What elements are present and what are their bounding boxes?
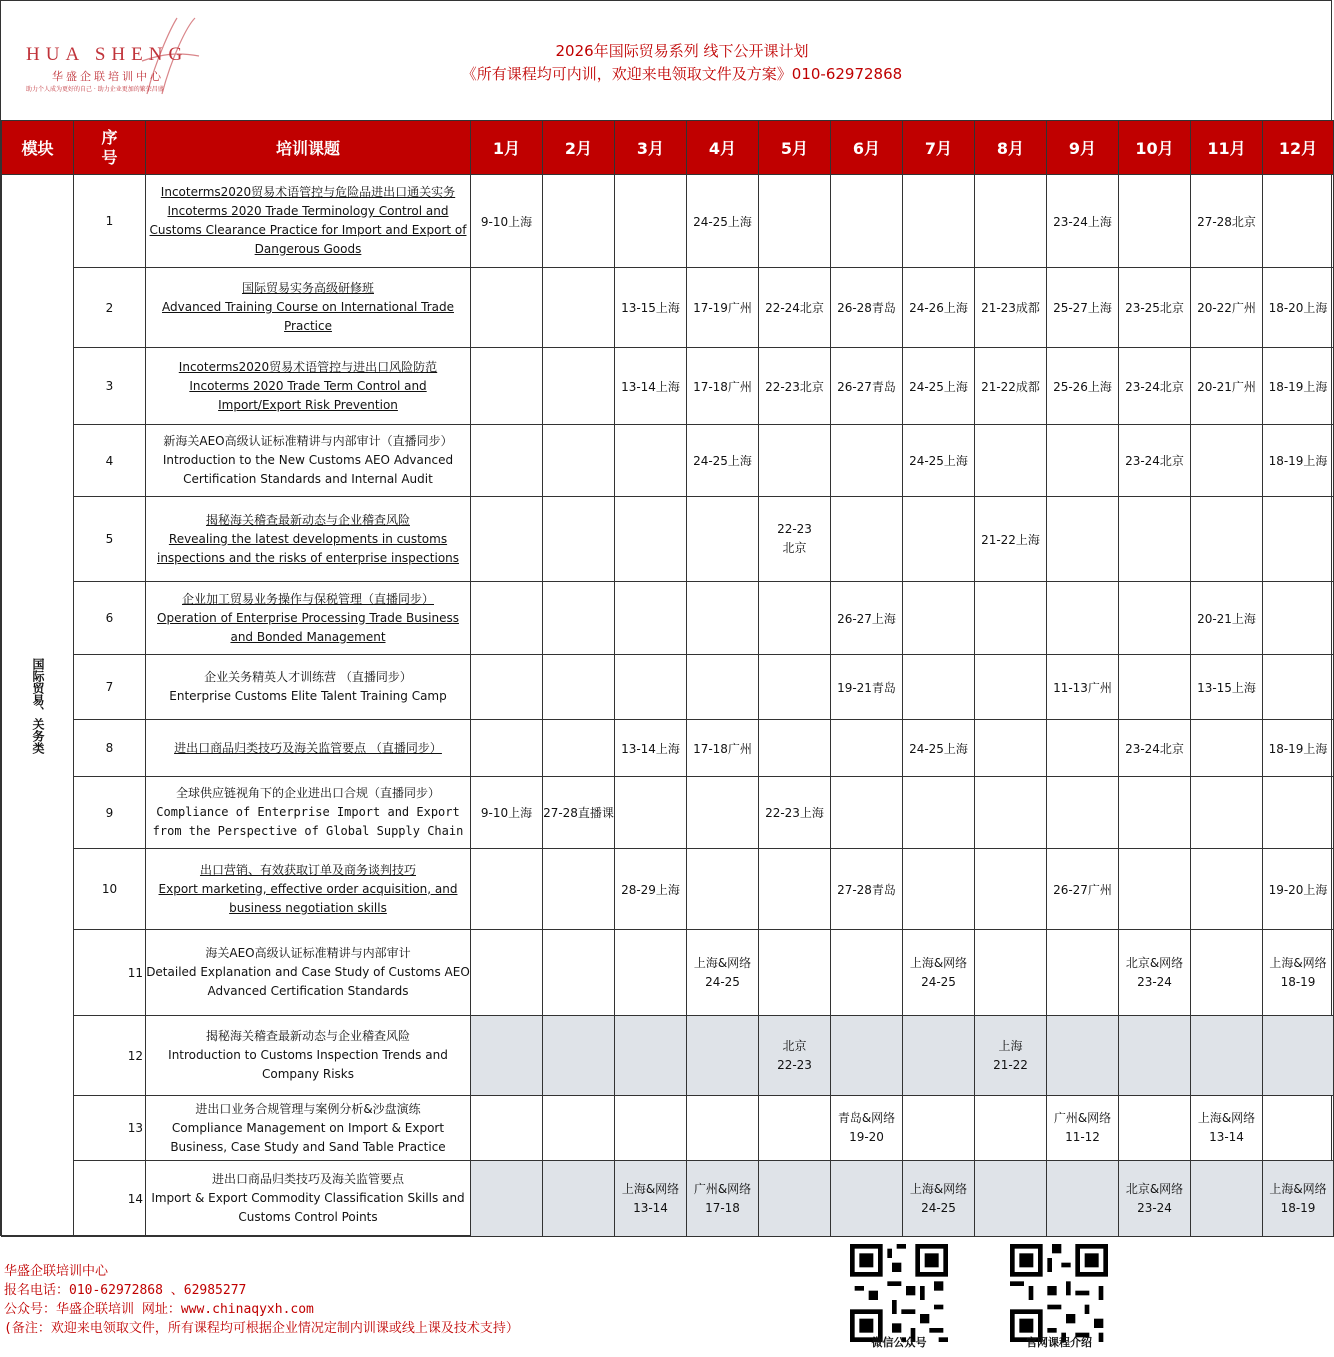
month-cell-9: 26-27广州 [1047,849,1119,930]
month-cell-2 [543,497,615,582]
month-cell-5: 22-23上海 [759,777,831,849]
month-cell-9: 25-27上海 [1047,268,1119,348]
website-qr-icon[interactable] [1010,1244,1108,1342]
month-cell-1 [471,1161,543,1237]
month-cell-5 [759,930,831,1016]
table-row [2,777,1334,849]
course-title-line: Advanced Training Course on International Trade [162,300,454,314]
month-cell-3 [615,497,687,582]
month-cell-1: 9-10上海 [471,175,543,268]
month-cell-11 [1191,1161,1263,1237]
header-month-1: 1月 [471,121,543,175]
month-cell-6: 青岛&网络 19-20 [831,1096,903,1161]
month-cell-5 [759,175,831,268]
header-month-10: 10月 [1119,121,1191,175]
month-cell-1 [471,655,543,720]
month-cell-8: 21-22成都 [975,348,1047,425]
course-title-line: Company Risks [261,1067,355,1081]
month-cell-9 [1047,497,1119,582]
month-cell-2: 27-28直播课 [543,777,615,849]
course-title-line: Import/Export Risk Prevention [218,397,398,412]
row-index: 9 [74,777,146,849]
month-cell-10: 23-24北京 [1119,348,1191,425]
course-title[interactable] [146,582,471,655]
month-cell-12: 上海&网络 18-19 [1263,930,1334,1016]
month-cell-6 [831,930,903,1016]
row-index: 11 [74,930,146,1016]
month-cell-4: 17-18广州 [687,720,759,777]
row-index: 8 [74,720,146,777]
header-month-6: 6月 [831,121,903,175]
month-cell-8 [975,175,1047,268]
page-subtitle: 《所有课程均可内训，欢迎来电领取文件及方案》010-62972868 [461,65,903,83]
course-title-line: Business, Case Study and Sand Table Practice [170,1139,446,1154]
row-index: 3 [74,348,146,425]
month-cell-11 [1191,930,1263,1016]
table-row [2,930,1334,1016]
course-title-line: 进出口业务合规管理与案例分析&沙盘演练 [195,1101,421,1116]
header-month-5: 5月 [759,121,831,175]
month-cell-6 [831,175,903,268]
month-cell-11: 上海&网络 13-14 [1191,1096,1263,1161]
footer-note: (备注：欢迎来电领取文件，所有课程均可根据企业情况定制内训课或线上课及技术支持） [4,1321,519,1336]
course-title-line: from the Perspective of Global Supply Chain [152,824,464,838]
month-cell-6: 26-28青岛 [831,268,903,348]
course-title-line: Introduction to the New Customs AEO Advanced [162,453,454,467]
month-cell-8 [975,930,1047,1016]
month-cell-10: 23-24北京 [1119,425,1191,497]
month-cell-9 [1047,1016,1119,1096]
month-cell-12: 上海&网络 18-19 [1263,1161,1334,1237]
month-cell-7: 24-25上海 [903,720,975,777]
month-cell-10: 北京&网络 23-24 [1119,1161,1191,1237]
table-row [2,1096,1334,1161]
course-title-line: 揭秘海关稽查最新动态与企业稽查风险 [205,512,410,527]
course-title-line: Compliance Management on Import & Export [171,1120,445,1135]
month-cell-4: 广州&网络 17-18 [687,1161,759,1237]
course-title [146,777,471,849]
month-cell-10 [1119,1096,1191,1161]
course-title-line: Incoterms 2020 Trade Term Control and [189,378,427,393]
row-index: 7 [74,655,146,720]
course-title-line: and Bonded Management [230,629,386,644]
month-cell-4 [687,849,759,930]
month-cell-2 [543,582,615,655]
header-month-9: 9月 [1047,121,1119,175]
month-cell-2 [543,655,615,720]
month-cell-8 [975,849,1047,930]
course-title [146,655,471,720]
month-cell-10 [1119,1016,1191,1096]
qr2-label: 官网课程介绍 [1026,1336,1092,1349]
course-title[interactable] [146,175,471,268]
month-cell-5 [759,655,831,720]
month-cell-3: 28-29上海 [615,849,687,930]
month-cell-10 [1119,175,1191,268]
header-course: 培训课题 [146,121,471,175]
course-title-line: Certification Standards and Internal Audit [183,472,433,486]
month-cell-11: 20-21上海 [1191,582,1263,655]
month-cell-9 [1047,425,1119,497]
month-cell-1 [471,720,543,777]
month-cell-4: 24-25上海 [687,175,759,268]
month-cell-3: 上海&网络 13-14 [615,1161,687,1237]
month-cell-7 [903,497,975,582]
table-row [2,497,1334,582]
row-index: 4 [74,425,146,497]
header-month-2: 2月 [543,121,615,175]
month-cell-12 [1263,175,1334,268]
course-title-line: Compliance of Enterprise Import and Export [156,805,460,819]
row-index: 10 [74,849,146,930]
course-title[interactable] [146,849,471,930]
course-title-line: Operation of Enterprise Processing Trade Business [157,610,459,625]
month-cell-6 [831,1016,903,1096]
month-cell-7 [903,582,975,655]
month-cell-10: 23-24北京 [1119,720,1191,777]
month-cell-7 [903,1096,975,1161]
month-cell-10 [1119,582,1191,655]
month-cell-3 [615,777,687,849]
month-cell-6 [831,720,903,777]
month-cell-4: 上海&网络 24-25 [687,930,759,1016]
month-cell-6: 26-27上海 [831,582,903,655]
month-cell-5 [759,720,831,777]
month-cell-8: 21-22上海 [975,497,1047,582]
month-cell-11: 20-22广州 [1191,268,1263,348]
month-cell-9 [1047,720,1119,777]
table-row [2,655,1334,720]
module-cell: 国际贸易、关务类 [2,175,74,1237]
month-cell-7 [903,777,975,849]
month-cell-2 [543,268,615,348]
month-cell-4: 17-19广州 [687,268,759,348]
month-cell-8: 21-23成都 [975,268,1047,348]
month-cell-9 [1047,582,1119,655]
course-title-line: 进出口商品归类技巧及海关监管要点 （直播同步） [174,740,442,755]
course-title-line: 进出口商品归类技巧及海关监管要点 [211,1172,404,1186]
table-row [2,268,1334,348]
header-index: 序号 [74,121,146,175]
month-cell-4 [687,1096,759,1161]
course-title-line: Incoterms2020贸易术语管控与危险品进出口通关实务 [160,185,456,199]
month-cell-7 [903,1016,975,1096]
month-cell-12: 18-19上海 [1263,425,1334,497]
course-title-line: Enterprise Customs Elite Talent Training Camp [169,689,447,703]
header-month-3: 3月 [615,121,687,175]
month-cell-4: 17-18广州 [687,348,759,425]
month-cell-5 [759,1096,831,1161]
month-cell-5 [759,425,831,497]
row-index: 5 [74,497,146,582]
month-cell-4 [687,497,759,582]
month-cell-3 [615,655,687,720]
row-index: 2 [74,268,146,348]
month-cell-8 [975,777,1047,849]
month-cell-11: 20-21广州 [1191,348,1263,425]
course-title-line: Practice [284,319,332,333]
month-cell-11 [1191,497,1263,582]
month-cell-12: 19-20上海 [1263,849,1334,930]
page-title: 2026年国际贸易系列 线下公开课计划 [555,42,809,60]
course-title-line: Customs Clearance Practice for Import and Export of [149,223,467,237]
month-cell-11 [1191,720,1263,777]
course-title-line: Revealing the latest developments in customs [168,531,448,546]
month-cell-4 [687,582,759,655]
course-title[interactable] [146,348,471,425]
month-cell-3 [615,930,687,1016]
course-title-line: Advanced Certification Standards [207,984,409,998]
month-cell-10: 23-25北京 [1119,268,1191,348]
month-cell-11 [1191,777,1263,849]
month-cell-6: 19-21青岛 [831,655,903,720]
month-cell-6 [831,497,903,582]
table-row [2,348,1334,425]
course-title[interactable] [146,268,471,348]
month-cell-9: 23-24上海 [1047,175,1119,268]
course-title-line: business negotiation skills [229,900,387,915]
month-cell-9 [1047,1161,1119,1237]
month-cell-3 [615,582,687,655]
month-cell-5: 北京 22-23 [759,1016,831,1096]
month-cell-12: 18-19上海 [1263,348,1334,425]
month-cell-1 [471,348,543,425]
table-row [2,582,1334,655]
course-title-line: Export marketing, effective order acquisition, and [158,881,458,896]
month-cell-8 [975,1096,1047,1161]
table-row [2,425,1334,497]
course-title[interactable] [146,497,471,582]
row-index: 13 [74,1096,146,1161]
month-cell-3: 13-15上海 [615,268,687,348]
month-cell-11: 27-28北京 [1191,175,1263,268]
month-cell-6 [831,777,903,849]
course-title-line: 企业加工贸易业务操作与保税管理（直播同步） [181,591,434,606]
wechat-qr-icon[interactable] [850,1244,948,1342]
month-cell-4 [687,1016,759,1096]
month-cell-9: 广州&网络 11-12 [1047,1096,1119,1161]
schedule-table [1,120,1334,1237]
month-cell-12 [1263,777,1334,849]
month-cell-3 [615,1096,687,1161]
month-cell-1 [471,1096,543,1161]
month-cell-4: 24-25上海 [687,425,759,497]
month-cell-12 [1263,655,1334,720]
course-title [146,425,471,497]
month-cell-10 [1119,849,1191,930]
company-logo: HUA SHENG 华盛企联培训中心 助力个人成为更好的自己 · 助力企业更加的繁荣昌盛 [22,16,242,96]
month-cell-8 [975,655,1047,720]
course-title-line: 新海关AEO高级认证标准精讲与内部审计（直播同步） [163,434,453,448]
contact-info [4,1262,519,1338]
month-cell-2 [543,720,615,777]
header-month-7: 7月 [903,121,975,175]
course-title [146,1016,471,1096]
course-title-line: Dangerous Goods [254,242,362,256]
table-row [2,849,1334,930]
month-cell-8 [975,425,1047,497]
month-cell-3: 13-14上海 [615,720,687,777]
month-cell-10 [1119,497,1191,582]
month-cell-5 [759,1161,831,1237]
header-month-11: 11月 [1191,121,1263,175]
month-cell-8 [975,1161,1047,1237]
month-cell-7: 24-25上海 [903,425,975,497]
month-cell-7 [903,655,975,720]
month-cell-11 [1191,1016,1263,1096]
month-cell-6: 27-28青岛 [831,849,903,930]
month-cell-10: 北京&网络 23-24 [1119,930,1191,1016]
month-cell-1 [471,930,543,1016]
course-title [146,1096,471,1161]
course-title-line: 企业关务精英人才训练营 （直播同步） [204,670,412,684]
course-title-line: Introduction to Customs Inspection Trends and [168,1048,448,1062]
month-cell-7: 24-25上海 [903,348,975,425]
month-cell-4 [687,777,759,849]
footer-company: 华盛企联培训中心 [4,1264,109,1279]
header-module: 模块 [2,121,74,175]
month-cell-5: 22-23 北京 [759,497,831,582]
month-cell-1 [471,497,543,582]
month-cell-6 [831,425,903,497]
month-cell-2 [543,1096,615,1161]
month-cell-10 [1119,777,1191,849]
course-title-line: Incoterms 2020 Trade Terminology Control and [167,204,449,218]
month-cell-12: 18-20上海 [1263,268,1334,348]
month-cell-1 [471,582,543,655]
month-cell-8: 上海 21-22 [975,1016,1047,1096]
month-cell-2 [543,175,615,268]
course-title-line: 揭秘海关稽查最新动态与企业稽查风险 [205,1029,410,1043]
month-cell-7 [903,175,975,268]
course-title-line: inspections and the risks of enterprise inspections [156,550,460,565]
month-cell-6: 26-27青岛 [831,348,903,425]
course-title-line: Import & Export Commodity Classification Skills and [151,1191,465,1205]
qr1-label: 微信公众号 [871,1336,927,1349]
month-cell-9 [1047,777,1119,849]
course-title-line: Detailed Explanation and Case Study of Customs AEO [146,965,470,979]
month-cell-9: 25-26上海 [1047,348,1119,425]
month-cell-5 [759,849,831,930]
table-row [2,1016,1334,1096]
month-cell-11: 13-15上海 [1191,655,1263,720]
month-cell-1 [471,268,543,348]
header-month-12: 12月 [1263,121,1334,175]
table-header-row [2,121,1334,175]
month-cell-3 [615,425,687,497]
month-cell-9: 11-13广州 [1047,655,1119,720]
month-cell-2 [543,1016,615,1096]
footer-website: 公众号：华盛企联培训 网址：www.chinaqyxh.com [4,1302,314,1317]
header-month-8: 8月 [975,121,1047,175]
month-cell-8 [975,720,1047,777]
month-cell-1 [471,425,543,497]
course-title-line: Customs Control Points [238,1210,378,1224]
month-cell-12 [1263,582,1334,655]
month-cell-9 [1047,930,1119,1016]
month-cell-12 [1263,1016,1334,1096]
course-title-line: 国际贸易实务高级研修班 [241,281,374,295]
course-title-line: Incoterms2020贸易术语管控与进出口风险防范 [178,359,438,374]
row-index: 14 [74,1161,146,1237]
month-cell-4 [687,655,759,720]
month-cell-5: 22-24北京 [759,268,831,348]
month-cell-11 [1191,849,1263,930]
month-cell-1 [471,1016,543,1096]
course-title-line: 海关AEO高级认证标准精讲与内部审计 [205,946,411,960]
month-cell-2 [543,930,615,1016]
course-title[interactable] [146,720,471,777]
month-cell-1: 9-10上海 [471,777,543,849]
month-cell-1 [471,849,543,930]
month-cell-2 [543,348,615,425]
table-row [2,720,1334,777]
month-cell-11 [1191,425,1263,497]
month-cell-7: 上海&网络 24-25 [903,1161,975,1237]
month-cell-7: 24-26上海 [903,268,975,348]
table-row [2,1161,1334,1237]
month-cell-10 [1119,655,1191,720]
row-index: 6 [74,582,146,655]
month-cell-3 [615,1016,687,1096]
row-index: 12 [74,1016,146,1096]
header-month-4: 4月 [687,121,759,175]
month-cell-7 [903,849,975,930]
course-title-line: 出口营销、有效获取订单及商务谈判技巧 [199,862,416,877]
month-cell-3 [615,175,687,268]
course-title-line: 全球供应链视角下的企业进出口合规（直播同步） [175,786,440,800]
month-cell-12 [1263,1096,1334,1161]
month-cell-12 [1263,497,1334,582]
month-cell-7: 上海&网络 24-25 [903,930,975,1016]
course-title [146,930,471,1016]
row-index: 1 [74,175,146,268]
table-row [2,175,1334,268]
month-cell-5: 22-23北京 [759,348,831,425]
month-cell-3: 13-14上海 [615,348,687,425]
month-cell-12: 18-19上海 [1263,720,1334,777]
month-cell-5 [759,582,831,655]
month-cell-2 [543,425,615,497]
month-cell-6 [831,1161,903,1237]
month-cell-2 [543,849,615,930]
month-cell-8 [975,582,1047,655]
footer-phone: 报名电话：010-62972868 、62985277 [4,1283,247,1298]
month-cell-2 [543,1161,615,1237]
course-title [146,1161,471,1237]
